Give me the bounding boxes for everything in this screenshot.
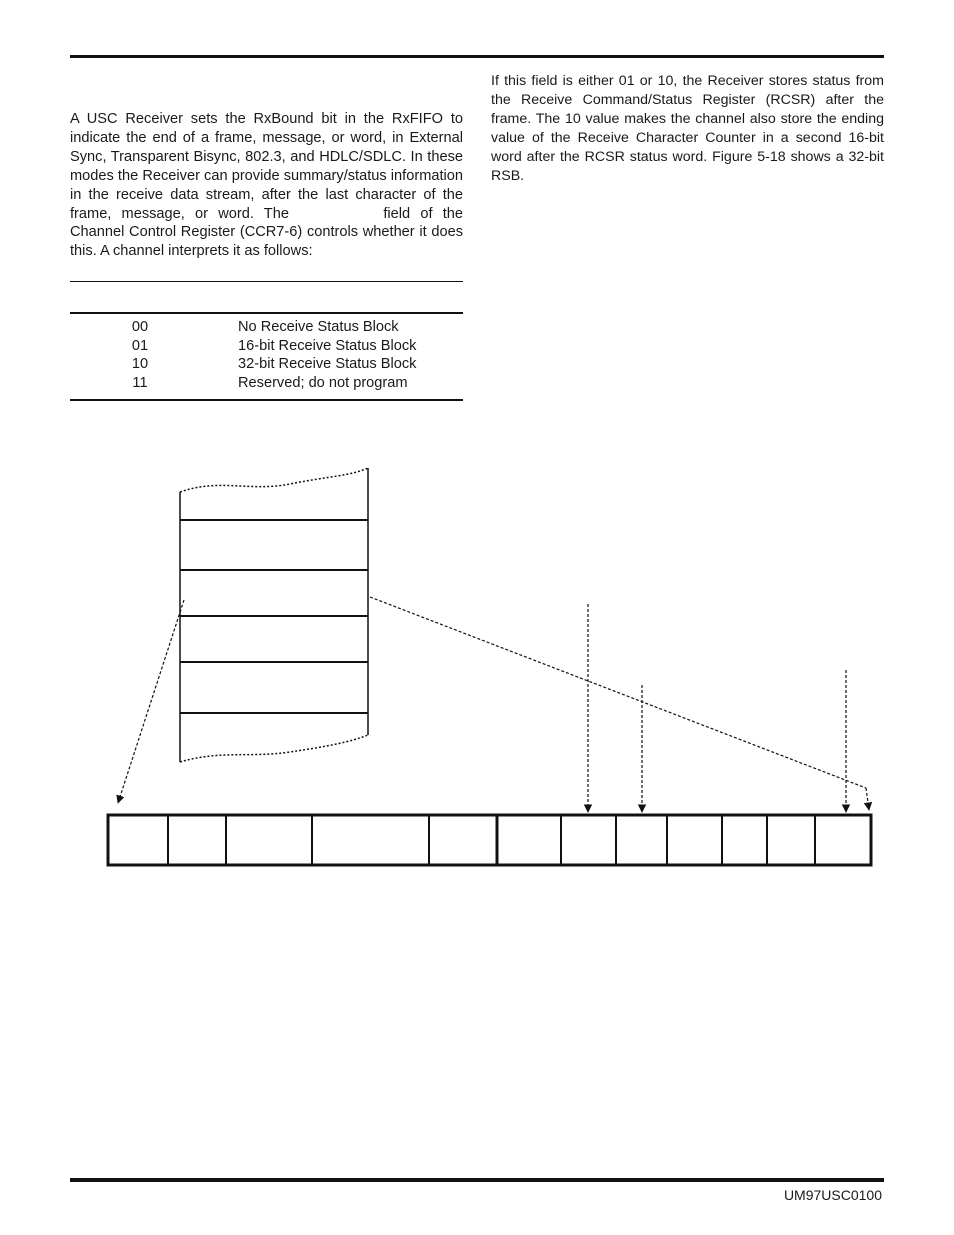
footer-rule (70, 1178, 884, 1182)
fifo-stack (180, 468, 368, 762)
left-paragraph-part2: field of the Channel Control Register (CCR7-6) controls whether it does this. A channel interprets it as follows: (70, 205, 463, 260)
expansion-lines (118, 597, 869, 812)
table-description: Reserved; do not program (238, 375, 408, 391)
table-value: 11 (132, 375, 148, 391)
rsb-register-bar (108, 815, 871, 865)
document-code: UM97USC0100 (783, 1187, 882, 1203)
right-paragraph: If this field is either 01 or 10, the Receiver stores status from the Receive Command/Status Register (RCSR) after the frame. The 10 value makes the channel also store the ending value of the Receive Character Counter in a second 16-bit word after the RCSR status word. Figure 5-18 shows a 32-bit RSB. (491, 73, 884, 184)
fifo-top-wavy-edge (180, 468, 368, 492)
fifo-bottom-wavy-edge (180, 735, 368, 762)
table-description: 16-bit Receive Status Block (238, 338, 417, 354)
table-value: 00 (131, 319, 149, 335)
table-value: 10 (131, 356, 149, 372)
expansion-line-right (370, 597, 866, 788)
left-paragraph-part1: A USC Receiver sets the RxBound bit in the RxFIFO to indicate the end of a frame, message, or word, in External Sync, Transparent Bisync, 802.3, and HDLC/SDLC. In these modes the Receiver can provide summary/status information in the receive data stream, after the last character of the frame, message, or word. The (70, 111, 463, 222)
expansion-line-left (118, 600, 184, 803)
expansion-line-right-end (866, 788, 869, 810)
register-outline (108, 815, 871, 865)
table-value: 01 (131, 338, 149, 354)
table-description: No Receive Status Block (238, 319, 399, 335)
table-description: 32-bit Receive Status Block (238, 356, 417, 372)
